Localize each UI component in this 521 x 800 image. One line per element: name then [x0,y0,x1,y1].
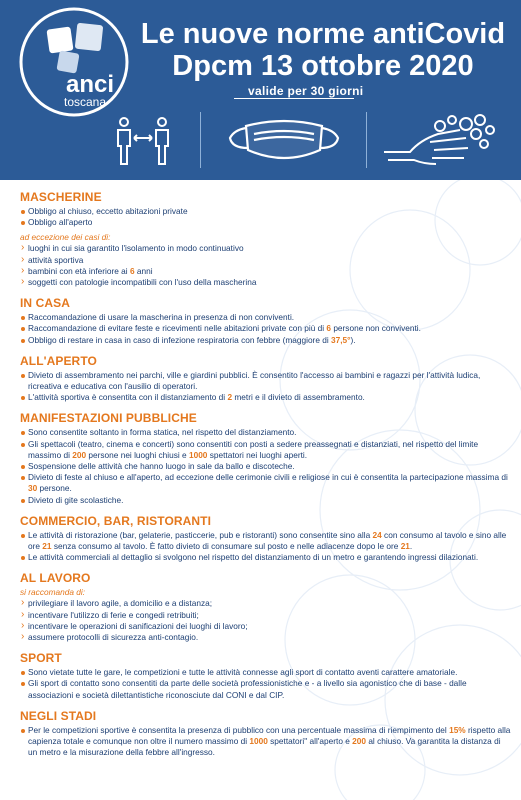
recommend-label: si raccomanda di: [20,587,86,598]
list-item: Divieto di gite scolastiche. [20,495,512,506]
list-item: Per le competizioni sportive è consentita la presenza di pubblico con una percentuale massima di riempimento del 15% rispetto alla capienza totale e comunque non oltre il numero massimo di 1000 spettatori" all'aperto e 200 al chiuso. Va garantita la distanza di un metro e la misurazione della febbre all'ingresso. [20,725,512,759]
list-item: › privilegiare il lavoro agile, a domicilio e a distanza; [20,598,512,609]
section-mascherine [20,190,512,288]
section-title: MANIFESTAZIONI PUBBLICHE [20,411,197,426]
section-commercio [20,514,512,564]
section-in-casa [20,296,512,346]
section-title: NEGLI STADI [20,708,97,723]
handwash-icon [380,112,506,172]
list-item: Sospensione delle attività che hanno luogo in sale da ballo e discoteche. [20,461,512,472]
list-item: Divieto di feste al chiuso e all'aperto, ad eccezione delle cerimonie civili e religiose in cui è consentita la partecipazione massima di 30 persone. [20,472,512,494]
section-title: IN CASA [20,296,71,311]
list-item: Raccomandazione di usare la mascherina in presenza di non conviventi. [20,312,512,323]
list-item: Obbligo al chiuso, eccetto abitazioni private [20,206,512,217]
section-manifestazioni [20,411,512,505]
logo-text-toscana: toscana [64,95,107,109]
list-item: Sono consentite soltanto in forma statica, nel rispetto del distanziamento. [20,427,512,438]
anci-toscana-logo [18,6,130,118]
list-item: › luoghi in cui sia garantito l'isolamento in modo continuativo [20,243,512,254]
title-line-2: Dpcm 13 ottobre 2020 [172,50,474,82]
list-item: Gli sport di contatto sono consentiti da parte delle società professionistiche e - a livello sia agonistico che di base - dalle associazioni e società dilettantistiche riconosciute dal CONI e dal CIP. [20,678,512,700]
list-item: Obbligo di restare in casa in caso di infezione respiratoria con febbre (maggiore di 37,5°). [20,335,512,346]
page-title [138,18,508,82]
section-negli-stadi [20,709,512,759]
distance-icon [112,116,176,166]
mask-icon [224,116,344,168]
subtitle-rule [234,98,354,99]
section-title: AL LAVORO [20,571,91,586]
list-item: Le attività di ristorazione (bar, gelaterie, pasticcerie, pub e ristoranti) sono consentite sino alla 24 con consumo al tavolo e sino alle ore 21 senza consumo al tavolo. È fatto divieto di consumare sul posto e nelle adiacenze dopo le ore 21. [20,530,512,552]
icon-divider-1 [200,112,201,168]
subtitle: valide per 30 giorni [248,84,364,98]
section-title: MASCHERINE [20,190,102,204]
section-al-lavoro [20,571,512,643]
list-item: › soggetti con patologie incompatibili con l'uso della mascherina [20,277,512,288]
list-item: Sono vietate tutte le gare, le competizioni e tutte le attività connesse agli sport di contatto aventi carattere amatoriale. [20,667,512,678]
list-item: › attività sportiva [20,255,512,266]
exceptions-label: ad eccezione dei casi di: [20,232,111,243]
list-item: Divieto di assembramento nei parchi, ville e giardini pubblici. È consentito l'accesso ai bambini e ragazzi per l'attività ludica, ricreativa e educativa con l'ausilio di operatori. [20,370,512,392]
list-item: › incentivare le operazioni di sanificazioni dei luoghi di lavoro; [20,621,512,632]
list-item: L'attività sportiva è consentita con il distanziamento di 2 metri e il divieto di assembramento. [20,392,512,403]
logo-text-anci: anci [66,71,115,98]
section-title: ALL'APERTO [20,353,97,368]
list-item: › incentivare l'utilizzo di ferie e congedi retribuiti; [20,610,512,621]
section-title: SPORT [20,651,62,666]
section-title: COMMERCIO, BAR, RISTORANTI [20,513,212,528]
list-item: Gli spettacoli (teatro, cinema e concerti) sono consentiti con posti a sedere preassegnati e distanziati, nel rispetto del limite massimo di 200 persone nei luoghi chiusi e 1000 spettatori nei luoghi aperti. [20,439,512,461]
section-sport [20,651,512,701]
list-item: Raccomandazione di evitare feste e ricevimenti nelle abitazioni private con più di 6 persone non conviventi. [20,323,512,334]
list-item: Obbligo all'aperto [20,217,512,228]
list-item: Le attività commerciali al dettaglio si svolgono nel rispetto del distanziamento di un metro e garantendo ingressi dilazionati. [20,552,512,563]
list-item: › assumere protocolli di sicurezza anti-contagio. [20,632,512,643]
list-item: › bambini con età inferiore ai 6 anni [20,266,512,277]
section-all-aperto [20,354,512,404]
icon-divider-2 [366,112,367,168]
rules-content [20,190,512,767]
title-line-1: Le nuove norme antiCovid [140,18,506,50]
header-banner [0,0,521,180]
